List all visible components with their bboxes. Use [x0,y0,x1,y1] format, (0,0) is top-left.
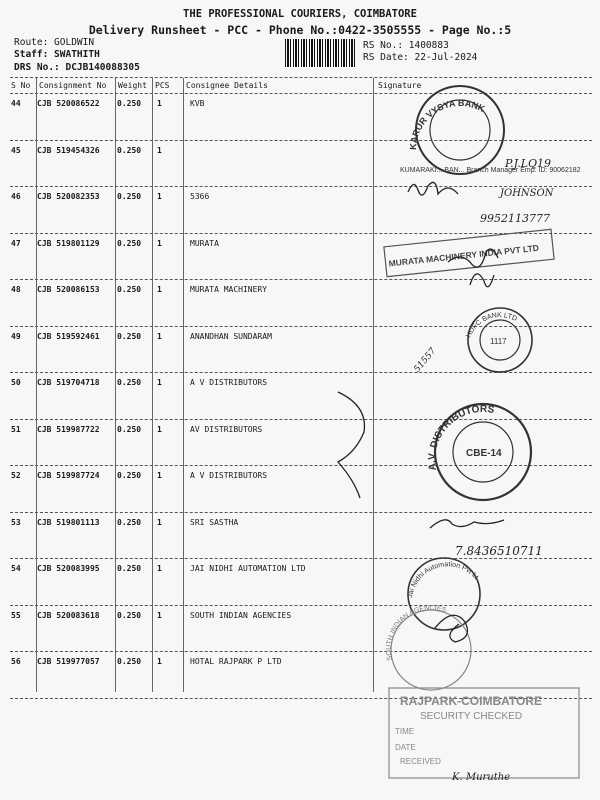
av-stamp-text: A.V. DISTRIBUTORS [426,403,496,472]
row-consignment-number: CJB 519987724 [37,471,100,480]
rajpark-line2: SECURITY CHECKED [420,711,523,722]
row-weight: 0.250 [117,424,142,434]
row-weight: 0.250 [117,192,142,201]
staff-label: Staff: SWATHITH [14,49,100,60]
row-sno: 54 [11,564,21,573]
row-consignment-number: CJB 520082353 [37,192,100,201]
row-weight: 0.250 [117,238,142,248]
row-consignment-number: CJB 519987722 [37,424,100,434]
signature-46 [408,182,458,195]
row-weight: 0.250 [117,610,142,620]
row-consignee: MURATA [190,238,219,248]
row-consignee: MURATA MACHINERY [190,285,268,294]
column-header-weight: Weight [118,81,147,90]
rs-number: RS No.: 1400883 [363,40,449,51]
sastha-phone: 7.8436510711 [455,544,543,558]
rajpark-line1: RAJPARK-COIMBATORE [400,694,543,708]
row-consignment-number: CJB 519592461 [37,331,100,341]
row-sno: 53 [11,517,21,527]
row-weight: 0.250 [117,378,142,387]
row-sno: 52 [11,471,21,480]
svg-text:KARUR VYSYA BANK [408,98,487,150]
johnson-signature: JOHNSON [500,188,554,199]
signature-53 [430,520,504,528]
row-consignee: AV DISTRIBUTORS [190,424,263,434]
row-consignee: A V DISTRIBUTORS [190,378,268,387]
row-weight: 0.250 [117,564,142,573]
row-consignee: JAI NIDHI AUTOMATION LTD [190,564,306,573]
row-sno: 47 [11,238,21,248]
column-header-pcs: PCS [155,81,170,90]
rs-date: RS Date: 22-Jul-2024 [363,52,478,63]
row-consignee: 5366 [190,192,210,201]
johnson-phone: 9952113777 [480,212,550,225]
row-sno: 45 [11,145,21,155]
row-consignee: SOUTH INDIAN AGENCIES [190,610,292,620]
av-stamp-center: CBE-14 [466,448,502,459]
row-consignment-number: CJB 520086153 [37,285,100,294]
row-sno: 48 [11,285,21,294]
rajpark-line3: TIME [395,727,415,736]
row-pcs: 1 [157,610,162,620]
row-sno: 51 [11,424,21,434]
kvb-manager-text: KUMARAKI... BAN... Branch Manager Emp. ID: 90062182 [400,167,581,174]
row-pcs: 1 [157,331,162,341]
row-consignment-number: CJB 519801129 [37,238,100,248]
row-weight: 0.250 [117,331,142,341]
document-subtitle: Delivery Runsheet - PCC - Phone No.:0422-3505555 - Page No.:5 [88,23,512,37]
row-consignment-number: CJB 519454326 [37,145,100,155]
row-sno: 44 [11,99,21,108]
row-consignment-number: CJB 519977057 [37,657,100,666]
row-weight: 0.250 [117,657,142,666]
row-pcs: 1 [157,378,162,387]
row-consignee: A V DISTRIBUTORS [190,471,268,480]
row-pcs: 1 [157,657,162,666]
svg-text:SOUTH INDIAN AGENCIES [386,605,448,661]
row-pcs: 1 [157,517,162,527]
column-header-consignment: Consignment No [39,81,107,90]
row-sno: 46 [11,192,21,201]
route-label: Route: GOLDWIN [14,37,95,48]
row-consignment-number: CJB 519801113 [37,517,100,527]
row-consignment-number: CJB 520083995 [37,564,100,573]
row-sno: 50 [11,378,21,387]
row-pcs: 1 [157,424,162,434]
signature-50 [338,392,364,498]
row-sno: 55 [11,610,21,620]
row-weight: 0.250 [117,145,142,155]
row-consignment-number: CJB 519704718 [37,378,100,387]
row-weight: 0.250 [117,99,142,108]
hdfc-stamp-text: HDFC BANK LTD [465,312,518,339]
column-header-consignee: Consignee Details [186,81,268,90]
kvb-signature: P.J.LQ19 [505,157,552,170]
murata-stamp-text: MURATA MACHINERY INDIA PVT LTD [388,242,540,269]
rajpark-line4: DATE [395,743,416,752]
row-consignee: KVB [190,99,205,108]
signature-48 [470,274,494,287]
row-sno: 56 [11,657,21,666]
row-consignee: ANANDHAN SUNDARAM [190,331,272,341]
row-weight: 0.250 [117,285,142,294]
row-consignment-number: CJB 520083618 [37,610,100,620]
jai-nidhi-stamp-text: Jai Nidhi Automation Pvt Lt [407,561,480,599]
row-weight: 0.250 [117,517,142,527]
rajpark-line5: RECEIVED [400,757,441,766]
kvb-stamp-text: KARUR VYSYA BANK [407,97,487,151]
hdfc-signature: 51557 [412,346,439,375]
row-consignment-number: CJB 520086522 [37,99,100,108]
document-title: THE PROFESSIONAL COURIERS, COIMBATORE [183,8,417,20]
row-pcs: 1 [157,99,162,108]
column-header-signature: Signature [378,81,422,90]
svg-text:A.V. DISTRIBUTORS [427,404,495,471]
south-stamp-text: SOUTH INDIAN AGENCIES [385,604,448,662]
row-weight: 0.250 [117,471,142,480]
row-consignee: HOTAL RAJPARK P LTD [190,657,282,666]
row-consignee: SRI SASTHA [190,517,239,527]
row-sno: 49 [11,331,21,341]
column-header-sno: S No [11,81,31,90]
row-pcs: 1 [157,285,162,294]
rajpark-signature: K. Muruthe [452,772,511,783]
hdfc-code: 1117 [490,337,507,346]
svg-text:HDFC BANK LTD [465,312,518,339]
row-pcs: 1 [157,471,162,480]
row-pcs: 1 [157,145,162,155]
row-pcs: 1 [157,564,162,573]
row-pcs: 1 [157,238,162,248]
drs-number: DRS No.: DCJB140088305 [14,62,140,73]
row-pcs: 1 [157,192,162,201]
